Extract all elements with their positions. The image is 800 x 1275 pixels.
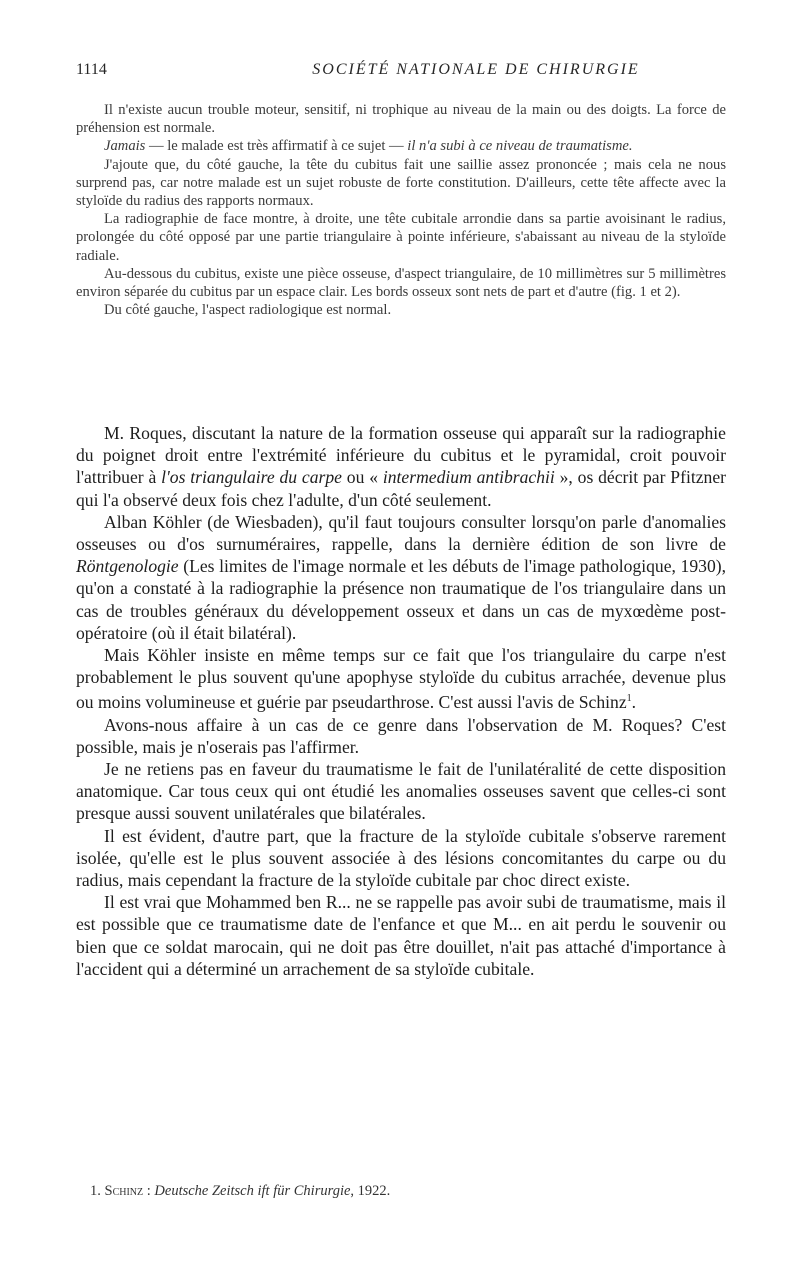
- page-number: 1114: [76, 61, 107, 78]
- italic-text: il n'a subi à ce niveau de traumatisme.: [407, 138, 633, 155]
- paragraph: La radiographie de face montre, à droite, une tête cubitale arrondie dans sa partie avoisinant le radius, prolongée du côté opposé par une partie triangulaire à pointe inférieure, s'abaissant au niveau de la styloïde radiale.: [76, 211, 726, 264]
- footnote-author: Schinz: [104, 1183, 144, 1199]
- italic-text: intermedium antibrachii: [382, 467, 555, 488]
- paragraph: [76, 644, 726, 713]
- text-span: », os décrit par Pfitzner qui l'a observé deux fois chez l'adulte, d'un côté seulement.: [76, 467, 726, 510]
- italic-text: Jamais: [104, 138, 146, 155]
- italic-text: Röntgenologie: [76, 556, 179, 577]
- paragraph: J'ajoute que, du côté gauche, la tête du cubitus fait une saillie assez prononcée ; mais cela ne nous surprend pas, car notre malade est un sujet robuste de forte constitution. D'ailleurs, cette tête affecte avec la styloïde du radius des rapports normaux.: [76, 156, 726, 210]
- page-header: [76, 61, 726, 85]
- paragraph: Je ne retiens pas en faveur du traumatisme le fait de l'unilatéralité de cette disposition anatomique. Car tous ceux qui ont étudié les anomalies osseuses savent que celles-ci sont presque aussi souvent unilatérales que bilatérales.: [76, 758, 726, 824]
- text-span: — le malade est très affirmatif à ce sujet —: [145, 138, 408, 155]
- paragraph: Au-dessous du cubitus, existe une pièce osseuse, d'aspect triangulaire, de 10 millimètres sur 5 millimètres environ séparée du cubitus par un espace clair. Les bords osseux sont nets de part et d'autre (fig. 1 et 2).: [76, 265, 726, 301]
- text-span: ou «: [341, 467, 383, 488]
- text-span: .: [631, 692, 637, 713]
- text-span: Alban Köhler (de Wiesbaden), qu'il faut toujours consulter lorsqu'on parle d'anomalies osseuses ou d'os surnuméraires, rappelle, dans la dernière édition de son livre de: [76, 511, 726, 555]
- text-span: (Les limites de l'image normale et les débuts de l'image pathologique, 1930), qu'on a constaté à la radiographie la présence non traumatique de l'os triangulaire dans un cas de troubles généraux du développement osseux et dans un cas de myxœdème post-opératoire (où il était bilatéral).: [76, 556, 726, 643]
- text-span: Mais Köhler insiste en même temps sur ce fait que l'os triangulaire du carpe n'est probablement le plus souvent qu'une apophyse styloïde du cubitus arrachée, devenue plus ou moins volumineuse et guérie par pseudarthrose. C'est aussi l'avis de Schinz: [76, 645, 726, 713]
- paragraph: [76, 511, 726, 644]
- paragraph: Du côté gauche, l'aspect radiologique est normal.: [104, 302, 392, 319]
- footnote-journal: Deutsche Zeitsch ift für Chirurgie: [154, 1183, 351, 1199]
- footnote-ref[interactable]: 1: [626, 693, 632, 705]
- footnote-year: , 1922.: [350, 1183, 391, 1199]
- text-span: :: [143, 1183, 155, 1199]
- text-span: M. Roques, discutant la nature de la formation osseuse qui apparaît sur la radiographie du poignet droit entre l'extrémité inférieure du cubitus et le pyramidal, croit pouvoir l'attribuer à: [76, 423, 726, 488]
- italic-text: l'os triangulaire du carpe: [161, 467, 342, 488]
- footnote: [90, 1183, 730, 1200]
- paragraph: [76, 137, 726, 155]
- footnote-number: 1.: [90, 1183, 101, 1199]
- discussion-text: [76, 422, 726, 980]
- observation-text: [76, 101, 726, 319]
- paragraph: Avons-nous affaire à un cas de ce genre dans l'observation de M. Roques? C'est possible, mais je n'oserais pas l'affirmer.: [76, 714, 726, 757]
- paragraph: Il n'existe aucun trouble moteur, sensitif, ni trophique au niveau de la main ou des doigts. La force de préhension est normale.: [76, 102, 726, 137]
- running-title: SOCIÉTÉ NATIONALE DE CHIRURGIE: [312, 61, 640, 78]
- paragraph: [76, 422, 726, 511]
- paragraph: Il est évident, d'autre part, que la fracture de la styloïde cubitale s'observe rarement isolée, qu'elle est le plus souvent associée à des lésions concomitantes du carpe ou du radius, mais cependant la fracture de la styloïde cubitale par choc direct existe.: [76, 825, 726, 890]
- paragraph: Il est vrai que Mohammed ben R... ne se rappelle pas avoir subi de traumatisme, mais il est possible que ce traumatisme date de l'enfance et que M... en ait perdu le souvenir ou bien que ce soldat marocain, qui ne doit pas être douillet, n'ait pas attaché d'importance à l'accident qui a déterminé un arrachement de sa styloïde cubitale.: [76, 892, 726, 979]
